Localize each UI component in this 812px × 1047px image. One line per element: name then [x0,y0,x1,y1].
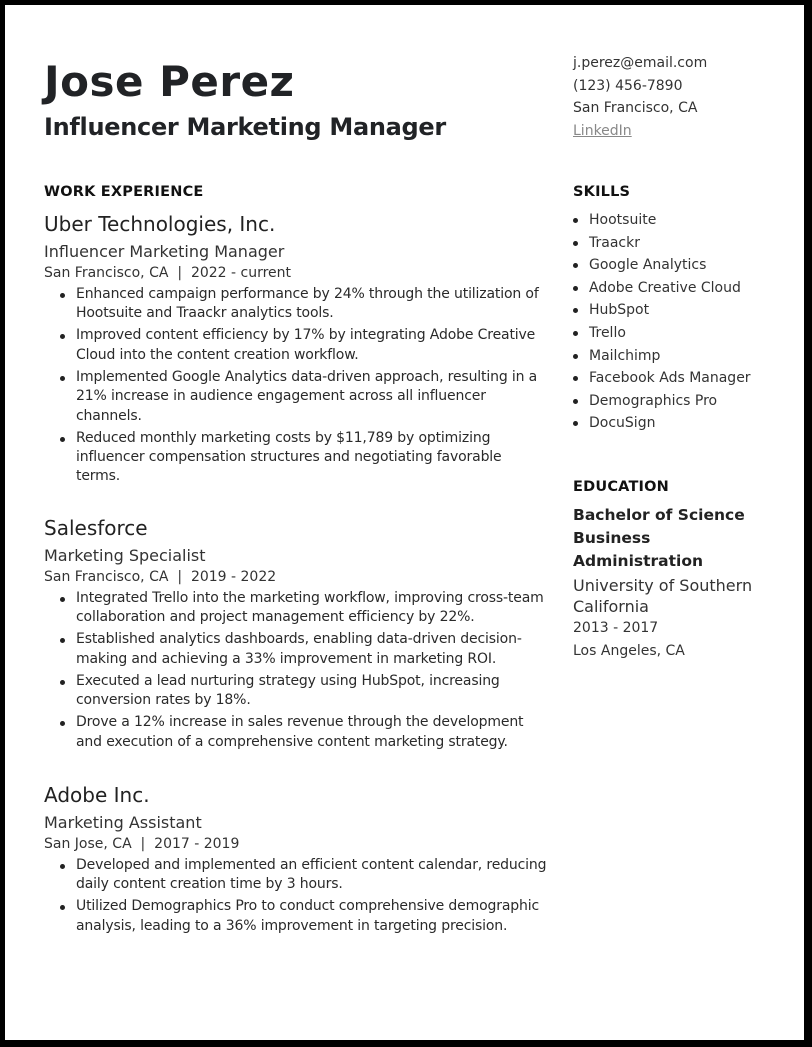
field-of-study: Business Administration [573,529,704,570]
bullet: Developed and implemented an efficient content calendar, reducing daily content creation time by 3 hours. [44,856,549,895]
job-meta: San Francisco, CA | 2022 - current [44,265,292,281]
education-years: 2013 - 2017 [573,620,659,636]
skill-item: Trello [573,322,803,345]
job-role: Influencer Marketing Manager [44,242,285,261]
bullet: Integrated Trello into the marketing workflow, improving cross-team collaboration and project management efficiency by 22%. [44,589,549,628]
skill-item: Google Analytics [573,254,803,277]
job-salesforce [44,516,564,755]
degree: Bachelor of Science [573,506,745,524]
company: Salesforce [44,516,148,540]
skill-item: Traackr [573,232,803,255]
phone: (123) 456-7890 [573,77,683,94]
skill-item: Mailchimp [573,345,803,368]
skills-heading: SKILLS [573,184,631,200]
skills-list [573,209,803,435]
resume-page [5,5,804,1040]
bullet: Executed a lead nurturing strategy using HubSpot, increasing conversion rates by 18%. [44,672,549,711]
skill-item: Facebook Ads Manager [573,367,803,390]
company: Adobe Inc. [44,783,150,807]
job-meta: San Francisco, CA | 2019 - 2022 [44,569,277,585]
bullet: Improved content efficiency by 17% by integrating Adobe Creative Cloud into the content creation workflow. [44,326,549,365]
job-uber [44,212,564,489]
job-role: Marketing Assistant [44,813,202,832]
email: j.perez@email.com [573,55,708,71]
linkedin-link[interactable]: LinkedIn [573,122,632,139]
bullet: Implemented Google Analytics data-driven approach, resulting in a 21% increase in audience engagement across all influencer channels. [44,368,549,426]
bullet: Reduced monthly marketing costs by $11,789 by optimizing influencer compensation structures and negotiating favorable terms. [44,429,549,487]
candidate-name: Jose Perez [44,57,295,106]
job-role: Marketing Specialist [44,546,206,565]
skill-item: Demographics Pro [573,390,803,413]
education-entry [573,504,773,663]
contact-location: San Francisco, CA [573,100,698,117]
education-heading: EDUCATION [573,479,670,495]
skill-item: Adobe Creative Cloud [573,277,803,300]
school: University of Southern California [573,576,753,616]
bullet: Enhanced campaign performance by 24% through the utilization of Hootsuite and Traackr analytics tools. [44,285,549,324]
job-meta: San Jose, CA | 2017 - 2019 [44,836,240,852]
skill-item: HubSpot [573,299,803,322]
bullet: Drove a 12% increase in sales revenue through the development and execution of a comprehensive content marketing strategy. [44,713,549,752]
job-adobe [44,783,564,939]
bullet: Established analytics dashboards, enabling data-driven decision-making and achieving a 33% improvement in marketing ROI. [44,630,549,669]
education-location: Los Angeles, CA [573,643,685,659]
contact-info [573,52,803,142]
company: Uber Technologies, Inc. [44,212,276,236]
work-experience-heading: WORK EXPERIENCE [44,184,204,200]
skill-item: Hootsuite [573,209,803,232]
skill-item: DocuSign [573,412,803,435]
bullet: Utilized Demographics Pro to conduct comprehensive demographic analysis, leading to a 36% improvement in targeting precision. [44,897,549,936]
candidate-title: Influencer Marketing Manager [44,113,446,141]
